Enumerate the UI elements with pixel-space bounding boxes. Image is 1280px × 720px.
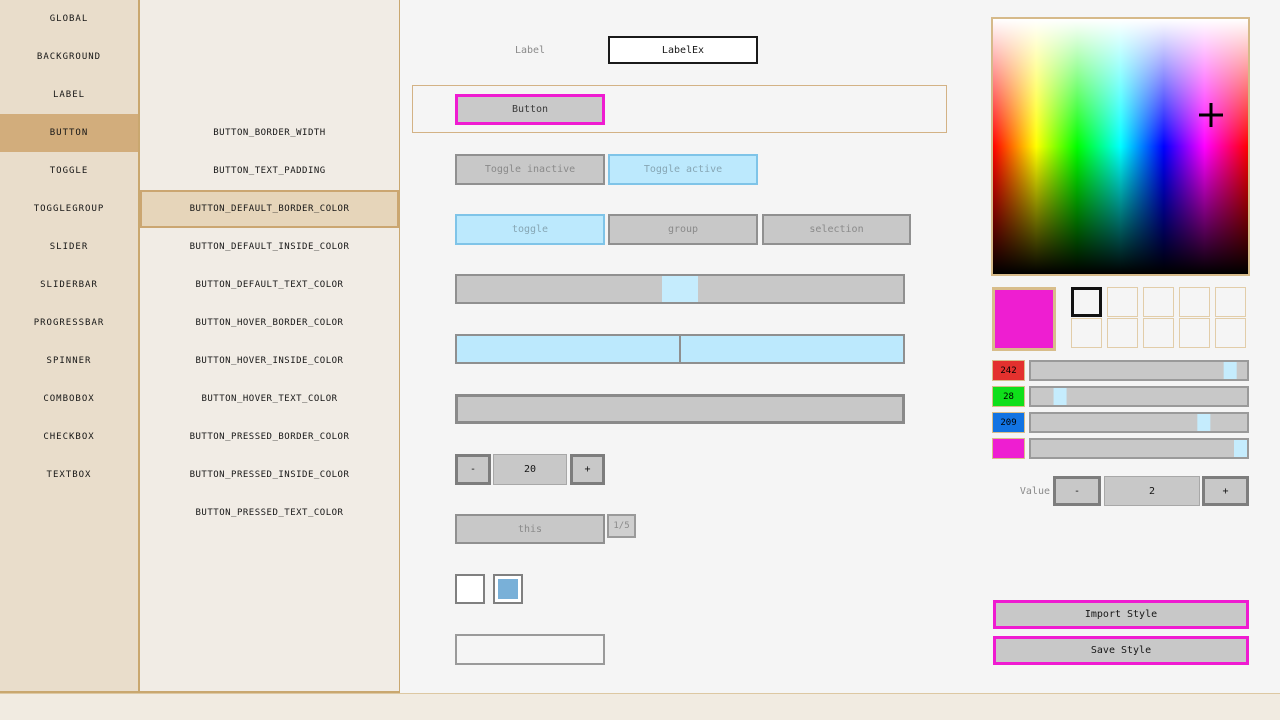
widget-preview-panel [400,0,960,693]
togglegroup-item-toggle[interactable]: toggle [455,214,605,245]
value-field[interactable]: 2 [1104,476,1200,506]
saved-swatch-1[interactable] [1071,287,1102,317]
property-item-pressed-inside-color[interactable]: BUTTON_PRESSED_INSIDE_COLOR [189,470,350,480]
toggle-inactive-button[interactable]: Toggle inactive [455,154,605,185]
saved-swatch-6[interactable] [1071,318,1102,348]
color-gradient-field[interactable] [991,17,1250,276]
toggle-active-button[interactable]: Toggle active [608,154,758,185]
preview-button[interactable]: Button [455,94,605,125]
value-label: Value [1019,485,1050,497]
color-picker-panel [960,0,1280,693]
property-item-default-inside-color[interactable]: BUTTON_DEFAULT_INSIDE_COLOR [189,242,350,252]
property-item-hover-inside-color[interactable]: BUTTON_HOVER_INSIDE_COLOR [195,356,344,366]
property-list-panel [140,0,400,693]
checkbox-checked[interactable] [493,574,523,604]
sidebar-item-progressbar[interactable]: PROGRESSBAR [33,318,105,328]
sidebar-item-global[interactable]: GLOBAL [49,14,89,24]
import-style-button[interactable]: Import Style [993,600,1249,629]
checkbox-unchecked[interactable] [455,574,485,604]
property-list [140,114,399,532]
preview-combobox[interactable]: this [455,514,605,544]
checkbox-check-mark [498,579,518,599]
sidebar-item-sliderbar[interactable]: SLIDERBAR [40,280,98,290]
sidebar-item-background[interactable]: BACKGROUND [36,52,102,62]
sidebar-item-togglegroup[interactable]: TOGGLEGROUP [33,204,105,214]
green-channel-swatch: 28 [992,386,1025,407]
sidebar-item-toggle[interactable]: TOGGLE [49,166,89,176]
saved-swatch-7[interactable] [1107,318,1138,348]
saved-swatch-8[interactable] [1143,318,1174,348]
togglegroup-item-selection[interactable]: selection [762,214,911,245]
saved-swatch-4[interactable] [1179,287,1210,317]
property-item-hover-border-color[interactable]: BUTTON_HOVER_BORDER_COLOR [195,318,344,328]
sidebar-item-button[interactable]: BUTTON [0,114,138,152]
blue-channel-swatch: 209 [992,412,1025,433]
saved-swatch-2[interactable] [1107,287,1138,317]
alpha-slider-thumb[interactable] [1234,440,1247,457]
property-item-pressed-border-color[interactable]: BUTTON_PRESSED_BORDER_COLOR [189,432,350,442]
sliderbar-divider[interactable] [679,336,681,362]
spinner-plus-button[interactable]: + [570,454,605,485]
blue-channel-slider[interactable] [1029,412,1249,433]
green-channel-slider[interactable] [1029,386,1249,407]
red-channel-slider[interactable] [1029,360,1249,381]
picker-crosshair-icon[interactable] [1199,103,1223,127]
property-item-hover-text-color[interactable]: BUTTON_HOVER_TEXT_COLOR [201,394,338,404]
slider-thumb[interactable] [662,276,698,302]
spinner-value-field[interactable]: 20 [493,454,567,485]
sidebar-item-slider[interactable]: SLIDER [49,242,89,252]
saved-swatch-9[interactable] [1179,318,1210,348]
saved-swatch-5[interactable] [1215,287,1246,317]
property-item-text-padding[interactable]: BUTTON_TEXT_PADDING [213,166,326,176]
label-example-textbox[interactable]: LabelEx [608,36,758,64]
property-item-border-width[interactable]: BUTTON_BORDER_WIDTH [213,128,326,138]
sidebar-item-spinner[interactable]: SPINNER [46,356,92,366]
preview-slider[interactable] [455,274,905,304]
sidebar-item-textbox[interactable]: TEXTBOX [46,470,92,480]
bottom-strip [0,693,1280,720]
saved-swatch-3[interactable] [1143,287,1174,317]
green-slider-thumb[interactable] [1053,388,1066,405]
combobox-page-indicator: 1/5 [607,514,636,538]
togglegroup-item-group[interactable]: group [608,214,758,245]
label-caption: Label [514,44,546,56]
property-item-pressed-text-color[interactable]: BUTTON_PRESSED_TEXT_COLOR [195,508,344,518]
sidebar-item-combobox[interactable]: COMBOBOX [43,394,95,404]
sidebar-item-label[interactable]: LABEL [52,90,86,100]
preview-sliderbar[interactable] [455,334,905,364]
alpha-channel-slider[interactable] [1029,438,1249,459]
alpha-channel-swatch [992,438,1025,459]
red-slider-thumb[interactable] [1224,362,1237,379]
red-channel-swatch: 242 [992,360,1025,381]
preview-textbox-input[interactable] [455,634,605,665]
value-plus-button[interactable]: + [1202,476,1249,506]
value-minus-button[interactable]: - [1053,476,1101,506]
sidebar-item-checkbox[interactable]: CHECKBOX [43,432,95,442]
blue-slider-thumb[interactable] [1197,414,1210,431]
preview-progressbar [455,394,905,424]
spinner-minus-button[interactable]: - [455,454,491,485]
property-item-default-border-color[interactable]: BUTTON_DEFAULT_BORDER_COLOR [140,190,399,228]
category-sidebar [0,0,140,693]
property-item-default-text-color[interactable]: BUTTON_DEFAULT_TEXT_COLOR [195,280,344,290]
saved-swatch-10[interactable] [1215,318,1246,348]
current-color-swatch [992,287,1056,351]
save-style-button[interactable]: Save Style [993,636,1249,665]
